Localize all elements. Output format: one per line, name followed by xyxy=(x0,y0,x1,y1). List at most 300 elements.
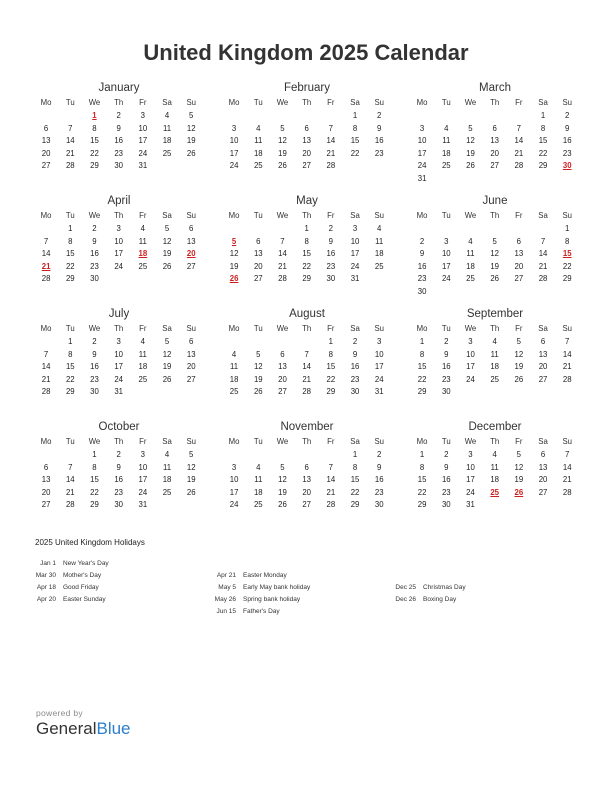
day-cell: 5 xyxy=(516,337,522,346)
weekday-label: Th xyxy=(490,437,500,446)
day-cell: 6 xyxy=(280,349,285,359)
page-title: United Kingdom 2025 Calendar xyxy=(143,40,469,65)
empty-cell xyxy=(295,336,319,349)
day-cell: 18 xyxy=(441,148,451,158)
day-cell: 12 xyxy=(186,123,196,133)
holiday-day: 30 xyxy=(562,161,572,170)
day-cell: 16 xyxy=(326,249,336,258)
month-february xyxy=(222,80,392,193)
day-cell: 25 xyxy=(138,374,148,384)
month-august xyxy=(222,306,392,419)
empty-cell xyxy=(434,110,458,123)
day-cell: 13 xyxy=(302,136,311,145)
day-cell: 11 xyxy=(490,462,499,472)
day-cell: 3 xyxy=(140,450,146,459)
day-cell: 3 xyxy=(444,236,449,246)
weekday-label: Su xyxy=(186,211,196,220)
empty-cell xyxy=(246,223,270,236)
empty-cell xyxy=(222,223,246,236)
holiday-row xyxy=(380,582,466,594)
holiday-column-3 xyxy=(380,582,466,606)
day-cell: 23 xyxy=(417,274,427,283)
day-cell: 17 xyxy=(138,136,148,145)
weekday-label: Fr xyxy=(515,211,523,220)
day-cell: 5 xyxy=(280,123,285,133)
day-cell: 24 xyxy=(114,374,123,384)
day-cell: 9 xyxy=(352,349,358,359)
day-cell: 7 xyxy=(565,337,570,346)
day-cell: 10 xyxy=(417,136,427,145)
day-cell: 14 xyxy=(65,136,75,145)
day-cell: 12 xyxy=(162,349,172,359)
day-cell: 22 xyxy=(538,148,548,158)
day-cell: 21 xyxy=(302,374,311,384)
day-cell: 6 xyxy=(43,123,49,133)
holiday-row xyxy=(20,570,109,582)
weekday-label: Su xyxy=(374,324,384,333)
day-cell: 24 xyxy=(466,487,475,497)
day-cell: 3 xyxy=(231,462,237,472)
day-cell: 28 xyxy=(326,500,336,509)
day-cell: 23 xyxy=(114,148,123,158)
day-cell: 18 xyxy=(466,261,475,271)
day-cell: 29 xyxy=(417,387,427,396)
day-cell: 27 xyxy=(538,374,548,384)
day-cell: 17 xyxy=(466,362,475,371)
brand-name xyxy=(36,719,131,739)
empty-cell xyxy=(295,110,319,123)
day-cell: 24 xyxy=(417,161,427,170)
holiday-name: Mother's Day xyxy=(63,572,102,579)
day-grid xyxy=(410,436,580,512)
day-cell: 12 xyxy=(278,136,287,145)
day-cell: 13 xyxy=(186,236,196,246)
day-cell: 27 xyxy=(538,487,548,497)
day-cell: 5 xyxy=(280,462,285,472)
day-cell: 18 xyxy=(374,249,384,258)
month-november xyxy=(222,419,392,532)
day-cell: 9 xyxy=(565,123,570,133)
day-cell: 2 xyxy=(377,111,382,120)
day-cell: 16 xyxy=(441,475,451,484)
day-cell: 29 xyxy=(90,161,99,170)
day-cell: 2 xyxy=(419,236,425,246)
holidays-title: 2025 United Kingdom Holidays xyxy=(35,538,145,547)
day-cell: 28 xyxy=(278,274,287,283)
weekday-label: Tu xyxy=(253,324,263,333)
day-grid xyxy=(222,436,392,512)
weekday-label: Fr xyxy=(139,98,147,107)
day-cell: 14 xyxy=(514,136,524,145)
day-grid xyxy=(34,210,204,286)
day-cell: 9 xyxy=(92,349,97,359)
day-cell: 7 xyxy=(328,462,334,472)
weekday-label: Tu xyxy=(65,98,75,107)
month-may xyxy=(222,193,392,306)
day-cell: 16 xyxy=(374,475,384,484)
day-cell: 3 xyxy=(231,123,237,133)
day-cell: 30 xyxy=(114,161,123,170)
day-cell: 15 xyxy=(417,475,427,484)
holiday-row xyxy=(200,606,310,618)
day-cell: 29 xyxy=(302,274,311,283)
day-cell: 24 xyxy=(138,148,148,158)
day-cell: 26 xyxy=(162,261,172,271)
day-cell: 6 xyxy=(256,236,261,246)
day-cell: 10 xyxy=(229,475,239,484)
day-cell: 29 xyxy=(90,500,99,509)
day-cell: 20 xyxy=(514,261,524,271)
day-cell: 25 xyxy=(490,374,499,384)
day-cell: 12 xyxy=(253,362,263,371)
day-cell: 20 xyxy=(278,374,287,384)
month-name: August xyxy=(289,308,325,320)
day-cell: 24 xyxy=(350,261,360,271)
day-cell: 29 xyxy=(326,387,336,396)
day-cell: 26 xyxy=(162,374,172,384)
day-cell: 25 xyxy=(374,261,384,271)
weekday-label: Tu xyxy=(441,437,451,446)
weekday-label: We xyxy=(88,437,101,446)
weekday-label: We xyxy=(276,98,289,107)
day-cell: 8 xyxy=(540,123,546,133)
day-cell: 14 xyxy=(302,362,311,371)
day-cell: 22 xyxy=(90,487,99,497)
month-october xyxy=(34,419,204,532)
empty-cell xyxy=(58,110,82,123)
day-cell: 10 xyxy=(466,462,475,472)
day-cell: 19 xyxy=(229,261,239,271)
day-cell: 18 xyxy=(253,487,263,497)
empty-cell xyxy=(34,110,58,123)
holiday-date: Dec 25 xyxy=(395,584,416,591)
day-cell: 9 xyxy=(444,462,449,472)
day-cell: 9 xyxy=(116,123,121,133)
day-cell: 27 xyxy=(490,161,499,170)
month-name: December xyxy=(468,421,522,433)
day-cell: 21 xyxy=(326,487,336,497)
weekday-label: Fr xyxy=(327,437,335,446)
empty-cell xyxy=(319,449,343,462)
day-cell: 2 xyxy=(92,337,97,346)
day-cell: 10 xyxy=(114,236,123,246)
weekday-label: Sa xyxy=(162,211,172,220)
day-cell: 11 xyxy=(254,475,263,484)
day-cell: 26 xyxy=(514,374,524,384)
day-cell: 4 xyxy=(377,224,382,233)
day-cell: 2 xyxy=(377,450,382,459)
day-cell: 29 xyxy=(562,274,572,283)
day-cell: 27 xyxy=(41,500,51,509)
day-cell: 9 xyxy=(92,236,97,246)
day-cell: 9 xyxy=(419,249,425,258)
day-cell: 17 xyxy=(114,362,123,371)
day-cell: 6 xyxy=(304,123,309,133)
day-cell: 17 xyxy=(441,261,451,271)
day-grid xyxy=(34,323,204,399)
day-cell: 24 xyxy=(374,374,384,384)
empty-cell xyxy=(434,223,458,236)
day-cell: 28 xyxy=(562,374,572,384)
holiday-date: Apr 18 xyxy=(36,584,56,591)
day-cell: 8 xyxy=(68,349,73,359)
day-cell: 28 xyxy=(514,161,524,170)
day-cell: 18 xyxy=(229,374,239,384)
day-cell: 22 xyxy=(326,374,336,384)
day-cell: 1 xyxy=(328,337,334,346)
day-cell: 11 xyxy=(254,136,263,145)
day-cell: 13 xyxy=(538,462,548,472)
weekday-label: Su xyxy=(374,437,384,446)
day-cell: 22 xyxy=(350,148,360,158)
holiday-column-1 xyxy=(20,558,109,606)
day-cell: 16 xyxy=(417,261,427,271)
day-cell: 27 xyxy=(186,261,196,271)
day-grid xyxy=(410,97,580,185)
empty-cell xyxy=(319,110,343,123)
day-cell: 13 xyxy=(186,349,196,359)
day-cell: 31 xyxy=(350,274,360,283)
day-cell: 29 xyxy=(417,500,427,509)
day-cell: 10 xyxy=(350,236,360,246)
holiday-row xyxy=(380,594,466,606)
weekday-label: Fr xyxy=(139,437,147,446)
month-june xyxy=(410,193,580,306)
day-cell: 13 xyxy=(490,136,499,145)
day-cell: 10 xyxy=(138,462,148,472)
month-march xyxy=(410,80,580,193)
holiday-name: Early May bank holiday xyxy=(243,584,311,591)
weekday-label: Th xyxy=(302,211,312,220)
day-cell: 10 xyxy=(114,349,123,359)
day-cell: 15 xyxy=(65,362,75,371)
day-cell: 7 xyxy=(43,349,49,359)
weekday-label: Sa xyxy=(538,211,548,220)
day-cell: 5 xyxy=(164,224,170,233)
weekday-label: Sa xyxy=(350,211,360,220)
empty-cell xyxy=(483,223,507,236)
day-cell: 15 xyxy=(350,136,360,145)
weekday-label: Th xyxy=(490,98,500,107)
weekday-label: Th xyxy=(490,211,500,220)
day-cell: 13 xyxy=(278,362,287,371)
month-name: September xyxy=(466,308,524,320)
day-cell: 7 xyxy=(280,236,285,246)
holiday-day: 26 xyxy=(229,274,239,283)
day-cell: 29 xyxy=(538,161,548,170)
empty-cell xyxy=(222,449,246,462)
day-cell: 14 xyxy=(326,475,336,484)
weekday-label: Th xyxy=(114,324,124,333)
day-cell: 29 xyxy=(65,387,75,396)
weekday-label: Mo xyxy=(40,98,52,107)
month-name: March xyxy=(479,82,511,94)
weekday-label: We xyxy=(464,437,477,446)
day-cell: 9 xyxy=(328,236,334,246)
day-cell: 12 xyxy=(466,136,475,145)
day-cell: 19 xyxy=(253,374,263,384)
day-cell: 30 xyxy=(114,500,123,509)
day-cell: 11 xyxy=(375,236,384,246)
month-december xyxy=(410,419,580,532)
day-cell: 16 xyxy=(441,362,451,371)
day-cell: 7 xyxy=(43,236,49,246)
day-cell: 21 xyxy=(538,261,548,271)
holiday-name: Spring bank holiday xyxy=(243,596,301,603)
weekday-label: We xyxy=(464,98,477,107)
weekday-label: Su xyxy=(562,98,572,107)
weekday-label: Su xyxy=(374,98,384,107)
weekday-label: Tu xyxy=(65,324,75,333)
day-cell: 6 xyxy=(540,337,546,346)
holiday-day: 15 xyxy=(562,249,572,258)
day-cell: 13 xyxy=(253,249,263,258)
empty-cell xyxy=(507,110,531,123)
day-cell: 11 xyxy=(230,362,239,371)
empty-cell xyxy=(222,110,246,123)
day-cell: 28 xyxy=(302,387,311,396)
day-cell: 28 xyxy=(41,274,51,283)
day-cell: 8 xyxy=(328,349,334,359)
weekday-label: Tu xyxy=(253,211,263,220)
weekday-label: Fr xyxy=(327,98,335,107)
day-cell: 2 xyxy=(565,111,570,120)
day-cell: 2 xyxy=(328,224,334,233)
day-cell: 3 xyxy=(419,123,425,133)
day-cell: 12 xyxy=(278,475,287,484)
day-cell: 22 xyxy=(562,261,572,271)
day-cell: 2 xyxy=(444,337,449,346)
day-cell: 30 xyxy=(326,274,336,283)
weekday-label: Mo xyxy=(416,211,428,220)
day-cell: 25 xyxy=(229,387,239,396)
day-cell: 27 xyxy=(186,374,196,384)
day-cell: 28 xyxy=(65,161,75,170)
day-cell: 1 xyxy=(304,224,309,233)
weekday-label: Su xyxy=(186,98,196,107)
empty-cell xyxy=(483,110,507,123)
day-cell: 14 xyxy=(41,362,51,371)
weekday-label: Tu xyxy=(65,211,75,220)
day-cell: 4 xyxy=(492,450,497,459)
holiday-day: 20 xyxy=(186,249,196,258)
day-cell: 12 xyxy=(490,249,499,258)
weekday-label: Su xyxy=(562,211,572,220)
day-cell: 27 xyxy=(302,500,311,509)
day-cell: 25 xyxy=(162,148,172,158)
day-cell: 18 xyxy=(138,362,148,371)
day-grid xyxy=(410,210,580,298)
day-cell: 10 xyxy=(229,136,239,145)
holiday-day: 25 xyxy=(490,487,499,497)
day-cell: 29 xyxy=(350,500,360,509)
holiday-row xyxy=(20,558,109,570)
day-cell: 6 xyxy=(189,337,194,346)
day-cell: 31 xyxy=(374,387,384,396)
day-cell: 22 xyxy=(350,487,360,497)
weekday-label: We xyxy=(276,211,289,220)
empty-cell xyxy=(507,223,531,236)
holiday-name: Christmas Day xyxy=(423,584,466,591)
weekday-label: Su xyxy=(186,437,196,446)
day-cell: 22 xyxy=(90,148,99,158)
day-cell: 17 xyxy=(229,148,239,158)
holiday-date: Jun 15 xyxy=(216,608,236,615)
day-cell: 31 xyxy=(114,387,123,396)
empty-cell xyxy=(246,449,270,462)
day-cell: 15 xyxy=(538,136,548,145)
day-grid xyxy=(410,323,580,399)
day-cell: 3 xyxy=(116,224,121,233)
day-cell: 4 xyxy=(231,349,237,359)
day-cell: 11 xyxy=(138,236,147,246)
weekday-label: Mo xyxy=(416,437,428,446)
day-cell: 19 xyxy=(162,249,172,258)
day-cell: 20 xyxy=(490,148,499,158)
day-cell: 4 xyxy=(140,224,146,233)
weekday-label: Fr xyxy=(327,324,335,333)
day-cell: 18 xyxy=(162,475,172,484)
day-cell: 6 xyxy=(492,123,497,133)
holiday-date: Apr 21 xyxy=(216,572,236,579)
holiday-date: Jan 1 xyxy=(40,560,56,567)
weekday-label: Mo xyxy=(416,324,428,333)
day-cell: 11 xyxy=(466,249,475,258)
weekday-label: Tu xyxy=(253,437,263,446)
day-cell: 24 xyxy=(441,274,451,283)
day-cell: 8 xyxy=(92,123,97,133)
day-cell: 11 xyxy=(162,123,172,133)
day-cell: 4 xyxy=(468,236,473,246)
weekday-label: We xyxy=(88,98,101,107)
generalblue-logo xyxy=(36,708,131,739)
day-cell: 30 xyxy=(350,387,360,396)
day-cell: 28 xyxy=(538,274,548,283)
day-cell: 8 xyxy=(352,462,358,472)
weekday-label: Sa xyxy=(350,98,360,107)
day-cell: 25 xyxy=(138,261,148,271)
weekday-label: Tu xyxy=(441,324,451,333)
brand-blue: Blue xyxy=(96,719,131,738)
day-cell: 9 xyxy=(377,462,382,472)
day-cell: 18 xyxy=(490,475,499,484)
day-cell: 21 xyxy=(278,261,287,271)
weekday-label: Sa xyxy=(538,324,548,333)
day-cell: 22 xyxy=(302,261,311,271)
day-cell: 31 xyxy=(417,173,427,183)
day-cell: 4 xyxy=(444,123,449,133)
holiday-name: Easter Monday xyxy=(243,572,287,579)
empty-cell xyxy=(58,449,82,462)
weekday-label: Sa xyxy=(350,437,360,446)
holiday-name: Good Friday xyxy=(63,584,99,591)
day-cell: 15 xyxy=(65,249,75,258)
day-cell: 14 xyxy=(326,136,336,145)
day-cell: 19 xyxy=(514,362,524,371)
holiday-day: 18 xyxy=(138,249,148,258)
day-cell: 5 xyxy=(189,450,194,459)
day-cell: 18 xyxy=(253,148,263,158)
holiday-day: 5 xyxy=(231,236,237,246)
empty-cell xyxy=(270,223,294,236)
day-cell: 21 xyxy=(514,148,524,158)
months-grid xyxy=(34,80,584,532)
day-cell: 4 xyxy=(256,123,261,133)
day-cell: 15 xyxy=(302,249,311,258)
day-cell: 6 xyxy=(516,236,522,246)
day-cell: 24 xyxy=(114,261,123,271)
day-cell: 3 xyxy=(352,224,358,233)
